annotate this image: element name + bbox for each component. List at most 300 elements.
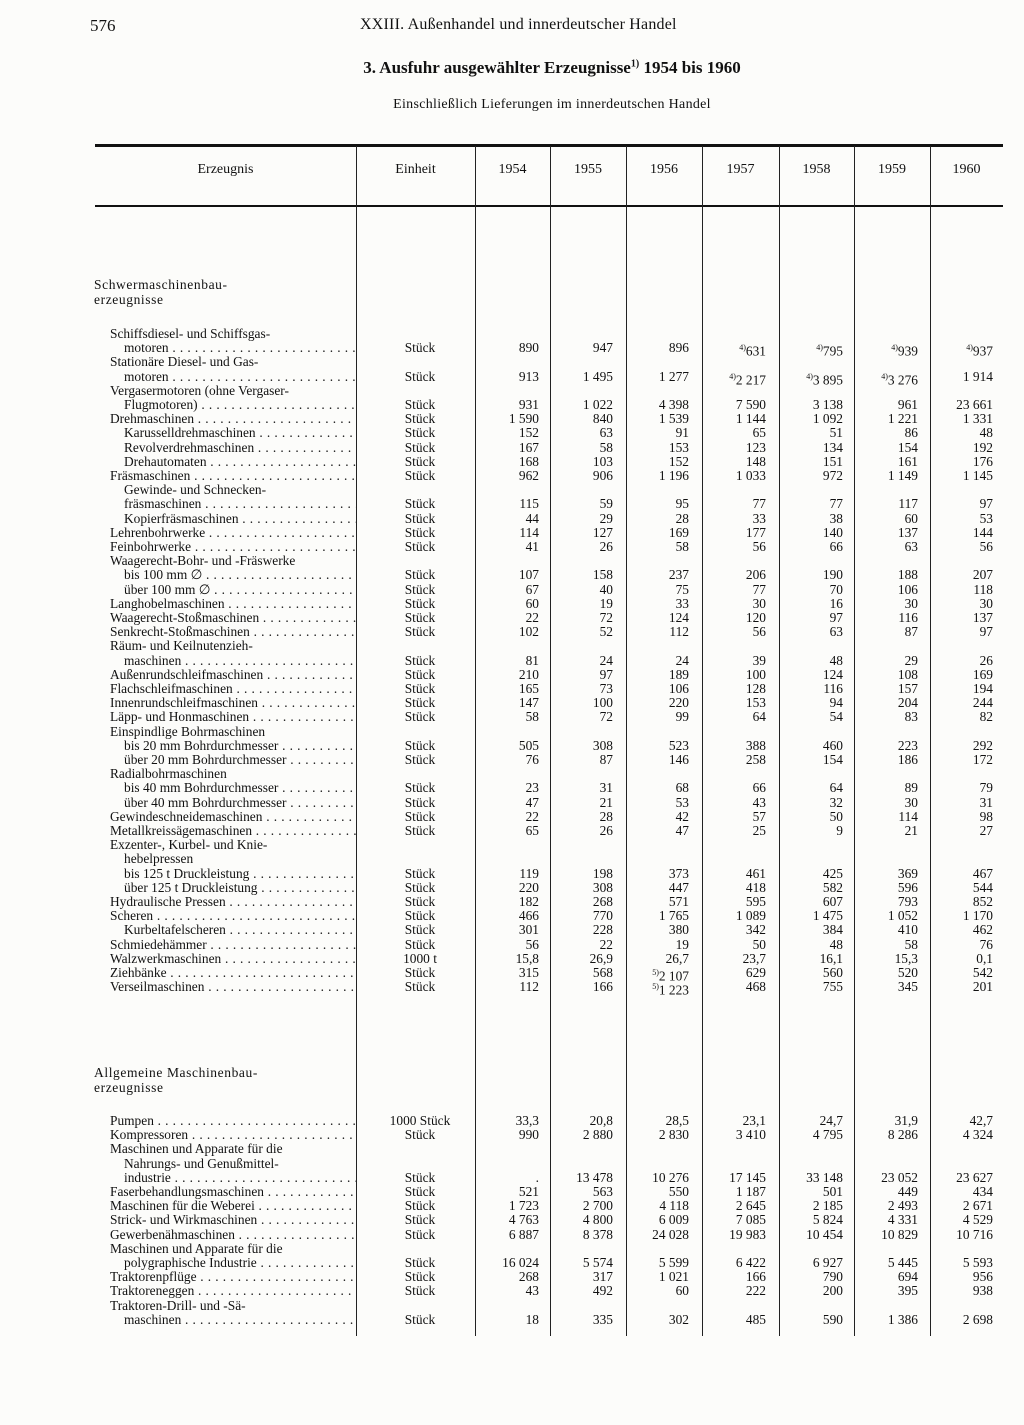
table-row <box>0 597 1024 611</box>
row-value: 102 <box>518 624 539 640</box>
row-unit: Stück <box>404 752 436 767</box>
row-value: 373 <box>668 865 689 881</box>
row-unit: Stück <box>404 397 436 412</box>
footnote-marker: 4) <box>729 371 736 381</box>
row-value: 8 378 <box>582 1226 613 1242</box>
table-title <box>0 58 1024 78</box>
row-value: 15,3 <box>894 950 918 966</box>
row-label: bis 20 mm Bohrdurchmesser . . . <box>124 739 356 753</box>
row-value: 30 <box>904 595 918 611</box>
row-value: 1 033 <box>735 468 766 483</box>
row-value: 237 <box>668 567 689 583</box>
row-value: 1 765 <box>658 908 689 924</box>
row-value: 568 <box>592 965 613 980</box>
header-year: 1954 <box>498 162 527 177</box>
row-value: 63 <box>904 539 918 554</box>
row-unit: 1000 Stück <box>389 1113 451 1128</box>
row-value: 186 <box>897 752 918 767</box>
table-row <box>0 441 1024 455</box>
row-label: Einspindlige Bohrmaschinen <box>110 724 266 739</box>
row-value: 607 <box>822 894 843 909</box>
row-value: 5 574 <box>582 1255 613 1270</box>
row-value: 571 <box>668 894 689 909</box>
row-value: 317 <box>592 1269 613 1285</box>
row-label: Traktorenpflüge . . . <box>110 1270 356 1284</box>
row-value: 57 <box>752 808 766 824</box>
row-value: 58 <box>904 936 918 952</box>
row-value: 63 <box>829 624 843 640</box>
row-value: 694 <box>897 1269 918 1285</box>
row-label: Strick- und Wirkmaschinen . . . <box>110 1213 356 1227</box>
row-value: $^{5)}$1 223 <box>652 982 689 998</box>
table-row <box>0 1213 1024 1227</box>
row-value: 97 <box>599 666 613 682</box>
row-label: Kompressoren . . . <box>110 1128 356 1142</box>
row-value: 56 <box>752 624 766 640</box>
row-value: 947 <box>592 340 613 356</box>
header-year: 1955 <box>574 162 602 177</box>
row-value: 201 <box>972 979 993 995</box>
row-unit: Stück <box>404 567 436 583</box>
section-title-line: erzeugnisse <box>94 1080 164 1095</box>
row-label: über 100 mm ∅ . . . <box>124 583 356 597</box>
row-value: 165 <box>518 681 539 696</box>
row-value: 335 <box>592 1311 613 1327</box>
row-label: Gewindeschneidemaschinen . . . <box>110 810 356 824</box>
table-row <box>0 469 1024 483</box>
row-value: 127 <box>592 524 613 540</box>
row-value: 962 <box>518 468 539 483</box>
row-value: 938 <box>972 1283 993 1299</box>
row-value: 41 <box>525 539 539 554</box>
row-value: 3 138 <box>812 397 843 412</box>
row-value: 10 716 <box>956 1226 993 1242</box>
row-value: 449 <box>897 1184 918 1199</box>
row-value: 158 <box>592 567 613 583</box>
row-unit: Stück <box>404 539 436 554</box>
table-row <box>0 696 1024 710</box>
row-label: Maschinen für die Weberei . . . <box>110 1199 356 1213</box>
row-value: 629 <box>745 965 766 980</box>
row-value: 22 <box>599 936 613 952</box>
header-year: 1959 <box>878 162 906 177</box>
row-value: 418 <box>745 879 766 895</box>
row-label: Metallkreissägemaschinen . . . <box>110 824 356 838</box>
row-label: Fräsmaschinen . . . <box>110 469 356 483</box>
row-value: 2 830 <box>658 1127 689 1143</box>
row-value: 19 <box>675 936 689 952</box>
footnote-marker: 4) <box>881 371 888 381</box>
row-value: 1 149 <box>887 468 918 483</box>
row-unit: Stück <box>404 439 436 455</box>
row-label: bis 100 mm ∅ . . . <box>124 568 356 582</box>
row-value: 147 <box>518 695 539 711</box>
row-value: 100 <box>592 695 613 711</box>
row-value: 128 <box>745 681 766 696</box>
row-unit: Stück <box>404 695 436 711</box>
row-value: 72 <box>599 709 613 725</box>
row-value: $^{4)}$795 <box>816 343 843 359</box>
row-value: 852 <box>972 894 993 909</box>
row-value: 115 <box>519 496 539 512</box>
row-value: 30 <box>904 794 918 810</box>
header-year: 1957 <box>726 162 755 177</box>
row-value: 30 <box>979 595 993 611</box>
row-value: 24 <box>599 652 613 668</box>
row-label: Vergasermotoren (ohne Vergaser- <box>110 383 289 398</box>
row-value: 521 <box>518 1184 539 1199</box>
row-value: $^{5)}$2 107 <box>652 968 689 984</box>
row-value: 345 <box>897 979 918 995</box>
table-row <box>0 355 1024 369</box>
row-value: 66 <box>829 539 843 554</box>
row-value: 468 <box>745 979 766 995</box>
row-value: 108 <box>897 666 918 682</box>
row-value: 292 <box>972 737 993 753</box>
row-value: 140 <box>822 524 843 540</box>
row-value: 97 <box>979 496 993 512</box>
row-value: 16,1 <box>819 950 843 966</box>
row-value: 58 <box>525 709 539 725</box>
row-label: Drehmaschinen . . . <box>110 412 356 426</box>
table-title-text: 3. Ausfuhr ausgewählter Erzeugnisse <box>363 58 631 77</box>
row-label: Traktoren-Drill- und -Sä- <box>110 1298 246 1313</box>
row-value: 86 <box>904 425 918 441</box>
row-value: 206 <box>745 567 766 583</box>
row-value: 40 <box>599 581 613 597</box>
row-value: 73 <box>599 681 613 696</box>
section-title-line: Allgemeine Maschinenbau- <box>94 1065 258 1080</box>
row-value: 107 <box>518 567 539 583</box>
row-value: 66 <box>752 780 766 796</box>
table-rule <box>95 146 1003 147</box>
row-value: 1 092 <box>812 411 843 427</box>
row-value: 134 <box>822 439 843 455</box>
row-label: über 40 mm Bohrdurchmesser . . . <box>124 796 356 810</box>
row-label: Scheren . . . <box>110 909 356 923</box>
row-value: 81 <box>525 652 539 668</box>
row-value: 137 <box>972 610 993 625</box>
row-unit: Stück <box>404 808 436 824</box>
table-row <box>0 1171 1024 1185</box>
row-value: 23,1 <box>742 1113 766 1128</box>
row-value: 19 983 <box>729 1226 766 1242</box>
row-label: Kurbeltafelscheren . . . <box>124 923 356 937</box>
row-value: 228 <box>592 922 613 938</box>
row-value: 43 <box>752 794 766 810</box>
row-value: 89 <box>904 780 918 796</box>
row-value: 112 <box>669 624 689 640</box>
row-value: 1 277 <box>658 368 689 384</box>
row-value: 13 478 <box>576 1169 613 1185</box>
row-value: 21 <box>599 794 613 810</box>
row-value: 114 <box>898 808 918 824</box>
table-row <box>0 909 1024 923</box>
row-label: industrie . . . <box>124 1171 356 1185</box>
row-value: 210 <box>518 666 539 682</box>
row-value: 931 <box>518 397 539 412</box>
row-value: 77 <box>829 496 843 512</box>
row-value: 1 089 <box>735 908 766 924</box>
row-value: 153 <box>745 695 766 711</box>
footnote-marker: 5) <box>652 982 659 992</box>
row-value: 972 <box>822 468 843 483</box>
row-unit: Stück <box>404 737 436 753</box>
table-row <box>0 412 1024 426</box>
table-row <box>0 1199 1024 1213</box>
table-row <box>0 824 1024 838</box>
row-value: 190 <box>822 567 843 583</box>
row-label: Gewerbenähmaschinen . . . <box>110 1228 356 1242</box>
table-row <box>0 327 1024 341</box>
row-value: 56 <box>979 539 993 554</box>
row-value: 42,7 <box>969 1113 993 1128</box>
row-value: 961 <box>897 397 918 412</box>
table-row <box>0 838 1024 852</box>
row-value: 410 <box>897 922 918 938</box>
row-unit: Stück <box>404 894 436 909</box>
row-label: bis 40 mm Bohrdurchmesser . . . <box>124 781 356 795</box>
table-row <box>0 979 1024 998</box>
table-row <box>0 739 1024 753</box>
row-value: 30 <box>752 595 766 611</box>
row-value: 2 185 <box>812 1198 843 1214</box>
row-value: 596 <box>897 879 918 895</box>
header-year: 1960 <box>952 162 981 177</box>
table-row <box>0 526 1024 540</box>
row-value: 24 028 <box>652 1226 689 1242</box>
row-value: 315 <box>518 965 539 980</box>
row-value: 22 <box>525 610 539 625</box>
row-value: 10 276 <box>652 1169 689 1185</box>
section-title-line: erzeugnisse <box>94 292 164 307</box>
table-row <box>0 568 1024 582</box>
row-value: 200 <box>822 1283 843 1299</box>
row-unit: Stück <box>404 595 436 611</box>
table-row <box>0 753 1024 767</box>
row-value: 1 144 <box>735 411 766 427</box>
header-product: Erzeugnis <box>197 162 254 177</box>
row-value: 116 <box>823 681 843 696</box>
row-value: 31 <box>979 794 993 810</box>
row-value: 33 <box>752 510 766 526</box>
row-value: 124 <box>668 610 689 625</box>
table-row <box>0 1228 1024 1242</box>
row-value: 26 <box>599 823 613 838</box>
row-label: Traktoreneggen . . . <box>110 1284 356 1298</box>
row-value: 48 <box>829 652 843 668</box>
row-value: 98 <box>979 808 993 824</box>
row-unit: 1000 t <box>403 950 437 966</box>
row-value: 77 <box>752 496 766 512</box>
table-row <box>0 1157 1024 1171</box>
row-value: 5 599 <box>658 1255 689 1270</box>
row-value: 87 <box>599 752 613 767</box>
row-value: 1 475 <box>812 908 843 924</box>
row-label: Lehrenbohrwerke . . . <box>110 526 356 540</box>
row-value: 137 <box>897 524 918 540</box>
table-row <box>0 965 1024 984</box>
row-value: 550 <box>668 1184 689 1199</box>
row-value: 268 <box>592 894 613 909</box>
row-value: 268 <box>518 1269 539 1285</box>
row-value: 50 <box>829 808 843 824</box>
row-value: 1 495 <box>582 368 613 384</box>
table-row <box>0 867 1024 881</box>
section-title-line: Schwermaschinenbau- <box>94 277 228 292</box>
row-value: 33 148 <box>806 1169 843 1185</box>
row-value: 168 <box>518 453 539 469</box>
row-value: 2 880 <box>582 1127 613 1143</box>
row-unit: Stück <box>404 666 436 682</box>
row-label: Nahrungs- und Genußmittel- <box>124 1156 279 1171</box>
row-value: 166 <box>745 1269 766 1285</box>
row-value: 595 <box>745 894 766 909</box>
row-label: Läpp- und Honmaschinen . . . <box>110 710 356 724</box>
row-value: 222 <box>745 1283 766 1299</box>
row-unit: Stück <box>404 965 436 980</box>
table-row <box>0 1299 1024 1313</box>
table-row <box>0 796 1024 810</box>
row-value: 4 795 <box>812 1127 843 1143</box>
row-value: 157 <box>897 681 918 696</box>
row-value: 28 <box>599 808 613 824</box>
row-value: 68 <box>675 780 689 796</box>
table-row <box>0 710 1024 724</box>
row-unit: Stück <box>404 1127 436 1143</box>
row-value: 26,7 <box>665 950 689 966</box>
row-value: 44 <box>525 510 539 526</box>
row-value: 16 024 <box>502 1255 539 1270</box>
row-value: 38 <box>829 510 843 526</box>
row-value: 76 <box>525 752 539 767</box>
row-value: 172 <box>972 752 993 767</box>
table-row <box>0 781 1024 795</box>
row-unit: Stück <box>404 468 436 483</box>
row-value: 53 <box>675 794 689 810</box>
row-value: 151 <box>822 453 843 469</box>
row-value: 119 <box>519 865 539 881</box>
row-value: 50 <box>752 936 766 952</box>
row-unit: Stück <box>404 1226 436 1242</box>
row-value: 72 <box>599 610 613 625</box>
row-label: Karusselldrehmaschinen . . . <box>124 426 356 440</box>
row-value: 28 <box>675 510 689 526</box>
row-value: 32 <box>829 794 843 810</box>
row-unit: Stück <box>404 823 436 838</box>
table-row <box>0 639 1024 653</box>
row-label: Langhobelmaschinen . . . <box>110 597 356 611</box>
table-row <box>0 654 1024 668</box>
row-value: 161 <box>897 453 918 469</box>
row-value: 1 331 <box>962 411 993 427</box>
row-value: 103 <box>592 453 613 469</box>
row-value: 53 <box>979 510 993 526</box>
row-label: Außenrundschleifmaschinen . . . <box>110 668 356 682</box>
row-unit: Stück <box>404 652 436 668</box>
row-value: 58 <box>675 539 689 554</box>
row-value: 63 <box>599 425 613 441</box>
row-value: 4 800 <box>582 1212 613 1228</box>
row-label: Innenrundschleifmaschinen . . . <box>110 696 356 710</box>
row-unit: Stück <box>404 780 436 796</box>
row-value: 840 <box>592 411 613 427</box>
row-value: 6 887 <box>508 1226 539 1242</box>
row-value: 8 286 <box>887 1127 918 1143</box>
table-title-years: 1954 bis 1960 <box>639 58 741 77</box>
row-value: 308 <box>592 879 613 895</box>
footnote-marker: 4) <box>739 343 746 353</box>
row-value: 890 <box>518 340 539 356</box>
row-value: 23 661 <box>956 397 993 412</box>
row-value: 123 <box>745 439 766 455</box>
row-value: 54 <box>829 709 843 725</box>
row-value: 790 <box>822 1269 843 1285</box>
row-unit: Stück <box>404 1212 436 1228</box>
table-row <box>0 1142 1024 1156</box>
row-value: 6 009 <box>658 1212 689 1228</box>
row-unit: Stück <box>404 908 436 924</box>
row-value: 220 <box>518 879 539 895</box>
row-value: 207 <box>972 567 993 583</box>
table-row <box>0 512 1024 526</box>
row-value: 153 <box>668 439 689 455</box>
row-unit: Stück <box>404 1269 436 1285</box>
row-value: 91 <box>675 425 689 441</box>
row-value: 106 <box>897 581 918 597</box>
row-value: 116 <box>898 610 918 625</box>
row-value: $^{4)}$937 <box>966 343 993 359</box>
table-row <box>0 1284 1024 1298</box>
table-row <box>0 668 1024 682</box>
row-value: 117 <box>898 496 918 512</box>
row-value: $^{4)}$3 276 <box>881 371 918 388</box>
row-value: 114 <box>519 524 539 540</box>
table-row <box>0 938 1024 952</box>
row-value: 220 <box>668 695 689 711</box>
row-value: 106 <box>668 681 689 696</box>
row-value: 3 410 <box>735 1127 766 1143</box>
row-value: 523 <box>668 737 689 753</box>
table-row <box>0 426 1024 440</box>
row-label: Waagerecht-Stoßmaschinen . . . <box>110 611 356 625</box>
row-value: 118 <box>973 581 993 597</box>
row-value: 2 671 <box>962 1198 993 1214</box>
row-value: 144 <box>972 524 993 540</box>
row-unit: Stück <box>404 510 436 526</box>
row-value: 466 <box>518 908 539 924</box>
row-value: $^{4)}$939 <box>891 343 918 359</box>
row-value: 462 <box>972 922 993 938</box>
row-value: 169 <box>972 666 993 682</box>
row-label: polygraphische Industrie . . . <box>124 1256 356 1270</box>
row-value: 20,8 <box>589 1113 613 1128</box>
row-value: 501 <box>822 1184 843 1199</box>
row-value: 100 <box>745 666 766 682</box>
row-value: 177 <box>745 524 766 540</box>
row-value: 189 <box>668 666 689 682</box>
row-unit: Stück <box>404 709 436 725</box>
row-value: 26 <box>979 652 993 668</box>
row-value: 18 <box>525 1311 539 1327</box>
row-value: 1 386 <box>887 1311 918 1327</box>
row-value: 542 <box>972 965 993 980</box>
row-label: Pumpen . . . <box>110 1114 356 1128</box>
table-row <box>0 1242 1024 1256</box>
row-value: 82 <box>979 709 993 725</box>
row-value: $^{4)}$631 <box>739 343 766 359</box>
table-row <box>0 895 1024 909</box>
